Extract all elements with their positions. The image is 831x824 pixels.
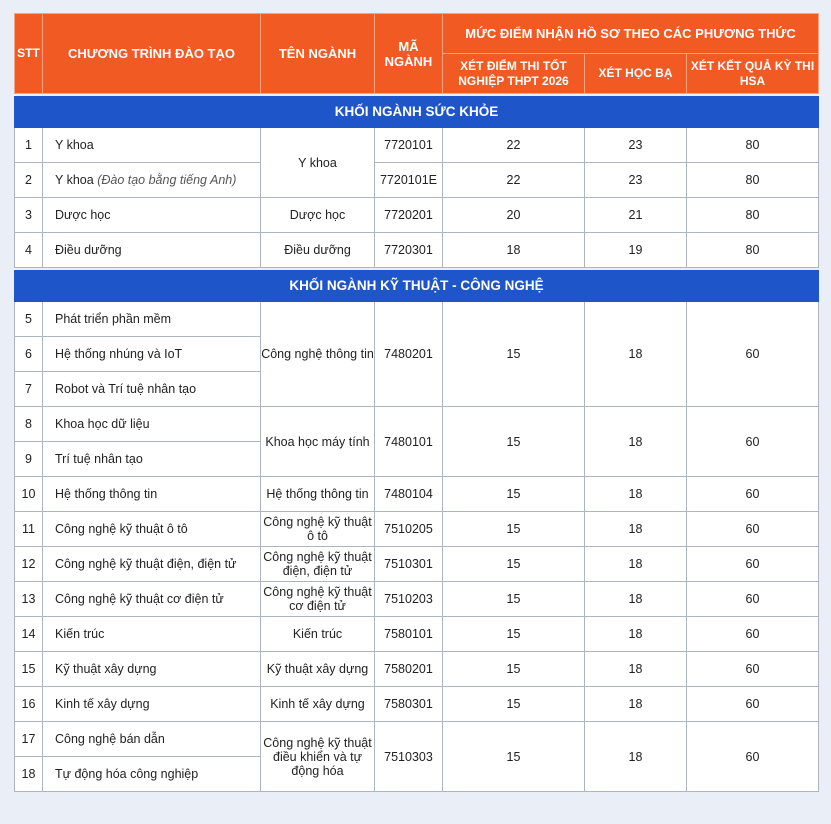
row-program: Trí tuệ nhân tạo xyxy=(43,442,261,477)
row-hsa: 60 xyxy=(687,547,819,582)
row-hsa: 60 xyxy=(687,512,819,547)
row-major: Công nghệ kỹ thuật điều khiển và tự động hóa xyxy=(261,722,375,792)
row-major: Y khoa xyxy=(261,128,375,198)
row-code: 7720301 xyxy=(375,233,443,268)
row-thpt: 18 xyxy=(443,233,585,268)
row-stt: 17 xyxy=(15,722,43,757)
row-major: Công nghệ thông tin xyxy=(261,302,375,407)
row-program: Công nghệ bán dẫn xyxy=(43,722,261,757)
row-code: 7720101E xyxy=(375,163,443,198)
row-major: Dược học xyxy=(261,198,375,233)
row-hocba: 18 xyxy=(585,407,687,477)
row-program: Hệ thống nhúng và IoT xyxy=(43,337,261,372)
row-hocba: 18 xyxy=(585,547,687,582)
row-hocba: 23 xyxy=(585,163,687,198)
row-hocba: 19 xyxy=(585,233,687,268)
row-code: 7480104 xyxy=(375,477,443,512)
row-stt: 5 xyxy=(15,302,43,337)
row-program: Kinh tế xây dựng xyxy=(43,687,261,722)
header-stt: STT xyxy=(15,14,43,94)
row-program: Dược học xyxy=(43,198,261,233)
header-method-hocba: XÉT HỌC BẠ xyxy=(585,54,687,94)
row-program-name: Y khoa xyxy=(55,173,94,187)
row-hsa: 80 xyxy=(687,198,819,233)
table-row xyxy=(15,512,819,547)
table-row xyxy=(15,687,819,722)
row-stt: 11 xyxy=(15,512,43,547)
row-thpt: 15 xyxy=(443,617,585,652)
row-stt: 10 xyxy=(15,477,43,512)
table-row xyxy=(15,547,819,582)
row-major: Hệ thống thông tin xyxy=(261,477,375,512)
row-major: Kỹ thuật xây dựng xyxy=(261,652,375,687)
table-row xyxy=(15,582,819,617)
row-stt: 7 xyxy=(15,372,43,407)
row-thpt: 15 xyxy=(443,652,585,687)
row-hsa: 60 xyxy=(687,582,819,617)
table-row xyxy=(15,722,819,757)
row-program: Công nghệ kỹ thuật cơ điện tử xyxy=(43,582,261,617)
header-major-code: MÃ NGÀNH xyxy=(375,14,443,94)
table-row xyxy=(15,652,819,687)
row-major: Công nghệ kỹ thuật ô tô xyxy=(261,512,375,547)
row-hocba: 23 xyxy=(585,128,687,163)
row-stt: 15 xyxy=(15,652,43,687)
row-hocba: 18 xyxy=(585,302,687,407)
row-code: 7480101 xyxy=(375,407,443,477)
row-code: 7510303 xyxy=(375,722,443,792)
row-hocba: 18 xyxy=(585,617,687,652)
admission-score-table-container xyxy=(14,13,818,792)
row-hsa: 60 xyxy=(687,407,819,477)
row-thpt: 15 xyxy=(443,302,585,407)
row-hocba: 18 xyxy=(585,477,687,512)
row-stt: 14 xyxy=(15,617,43,652)
table-row xyxy=(15,198,819,233)
row-hocba: 18 xyxy=(585,512,687,547)
row-thpt: 22 xyxy=(443,128,585,163)
row-program: Công nghệ kỹ thuật ô tô xyxy=(43,512,261,547)
row-hocba: 18 xyxy=(585,722,687,792)
row-program-note: (Đào tạo bằng tiếng Anh) xyxy=(97,173,237,187)
row-thpt: 22 xyxy=(443,163,585,198)
row-thpt: 15 xyxy=(443,407,585,477)
header-methods-title: MỨC ĐIỂM NHẬN HỒ SƠ THEO CÁC PHƯƠNG THỨC xyxy=(443,14,819,54)
row-program xyxy=(43,163,261,198)
row-program: Công nghệ kỹ thuật điện, điện tử xyxy=(43,547,261,582)
row-program: Phát triển phần mềm xyxy=(43,302,261,337)
row-program: Robot và Trí tuệ nhân tạo xyxy=(43,372,261,407)
row-stt: 4 xyxy=(15,233,43,268)
header-program: CHƯƠNG TRÌNH ĐÀO TẠO xyxy=(43,14,261,94)
row-program: Tự động hóa công nghiệp xyxy=(43,757,261,792)
table-row xyxy=(15,302,819,337)
row-thpt: 15 xyxy=(443,687,585,722)
row-major: Công nghệ kỹ thuật cơ điện tử xyxy=(261,582,375,617)
header-major-name: TÊN NGÀNH xyxy=(261,14,375,94)
row-major: Khoa học máy tính xyxy=(261,407,375,477)
admission-score-table xyxy=(14,13,819,792)
row-hsa: 60 xyxy=(687,302,819,407)
row-program: Kiến trúc xyxy=(43,617,261,652)
row-code: 7720101 xyxy=(375,128,443,163)
row-stt: 3 xyxy=(15,198,43,233)
row-thpt: 15 xyxy=(443,477,585,512)
row-stt: 18 xyxy=(15,757,43,792)
header-method-hsa: XÉT KẾT QUẢ KỲ THI HSA xyxy=(687,54,819,94)
row-hsa: 60 xyxy=(687,652,819,687)
table-row xyxy=(15,233,819,268)
row-code: 7580301 xyxy=(375,687,443,722)
row-code: 7510205 xyxy=(375,512,443,547)
row-code: 7720201 xyxy=(375,198,443,233)
row-thpt: 15 xyxy=(443,512,585,547)
row-code: 7480201 xyxy=(375,302,443,407)
row-major: Kiến trúc xyxy=(261,617,375,652)
table-row xyxy=(15,128,819,163)
row-hsa: 60 xyxy=(687,722,819,792)
row-program: Kỹ thuật xây dựng xyxy=(43,652,261,687)
table-row xyxy=(15,617,819,652)
row-stt: 2 xyxy=(15,163,43,198)
table-row xyxy=(15,407,819,442)
row-thpt: 15 xyxy=(443,582,585,617)
row-thpt: 15 xyxy=(443,547,585,582)
row-program: Khoa học dữ liệu xyxy=(43,407,261,442)
row-hsa: 80 xyxy=(687,128,819,163)
row-thpt: 15 xyxy=(443,722,585,792)
row-hsa: 60 xyxy=(687,477,819,512)
row-hocba: 21 xyxy=(585,198,687,233)
row-hsa: 80 xyxy=(687,163,819,198)
row-stt: 8 xyxy=(15,407,43,442)
row-hocba: 18 xyxy=(585,582,687,617)
row-program: Hệ thống thông tin xyxy=(43,477,261,512)
row-program: Điều dưỡng xyxy=(43,233,261,268)
row-thpt: 20 xyxy=(443,198,585,233)
row-code: 7510203 xyxy=(375,582,443,617)
row-hocba: 18 xyxy=(585,652,687,687)
row-stt: 16 xyxy=(15,687,43,722)
row-hsa: 80 xyxy=(687,233,819,268)
section-title-engineering: KHỐI NGÀNH KỸ THUẬT - CÔNG NGHỆ xyxy=(15,271,819,302)
row-code: 7510301 xyxy=(375,547,443,582)
row-stt: 1 xyxy=(15,128,43,163)
section-title-health: KHỐI NGÀNH SỨC KHỎE xyxy=(15,97,819,128)
row-major: Công nghệ kỹ thuật điện, điện tử xyxy=(261,547,375,582)
row-code: 7580201 xyxy=(375,652,443,687)
table-row xyxy=(15,477,819,512)
row-code: 7580101 xyxy=(375,617,443,652)
header-method-thpt: XÉT ĐIỂM THI TỐT NGHIỆP THPT 2026 xyxy=(443,54,585,94)
row-hocba: 18 xyxy=(585,687,687,722)
row-stt: 9 xyxy=(15,442,43,477)
row-major: Kinh tế xây dựng xyxy=(261,687,375,722)
row-major: Điều dưỡng xyxy=(261,233,375,268)
row-stt: 13 xyxy=(15,582,43,617)
row-program: Y khoa xyxy=(43,128,261,163)
table-row xyxy=(15,163,819,198)
row-stt: 6 xyxy=(15,337,43,372)
row-hsa: 60 xyxy=(687,687,819,722)
row-hsa: 60 xyxy=(687,617,819,652)
row-stt: 12 xyxy=(15,547,43,582)
